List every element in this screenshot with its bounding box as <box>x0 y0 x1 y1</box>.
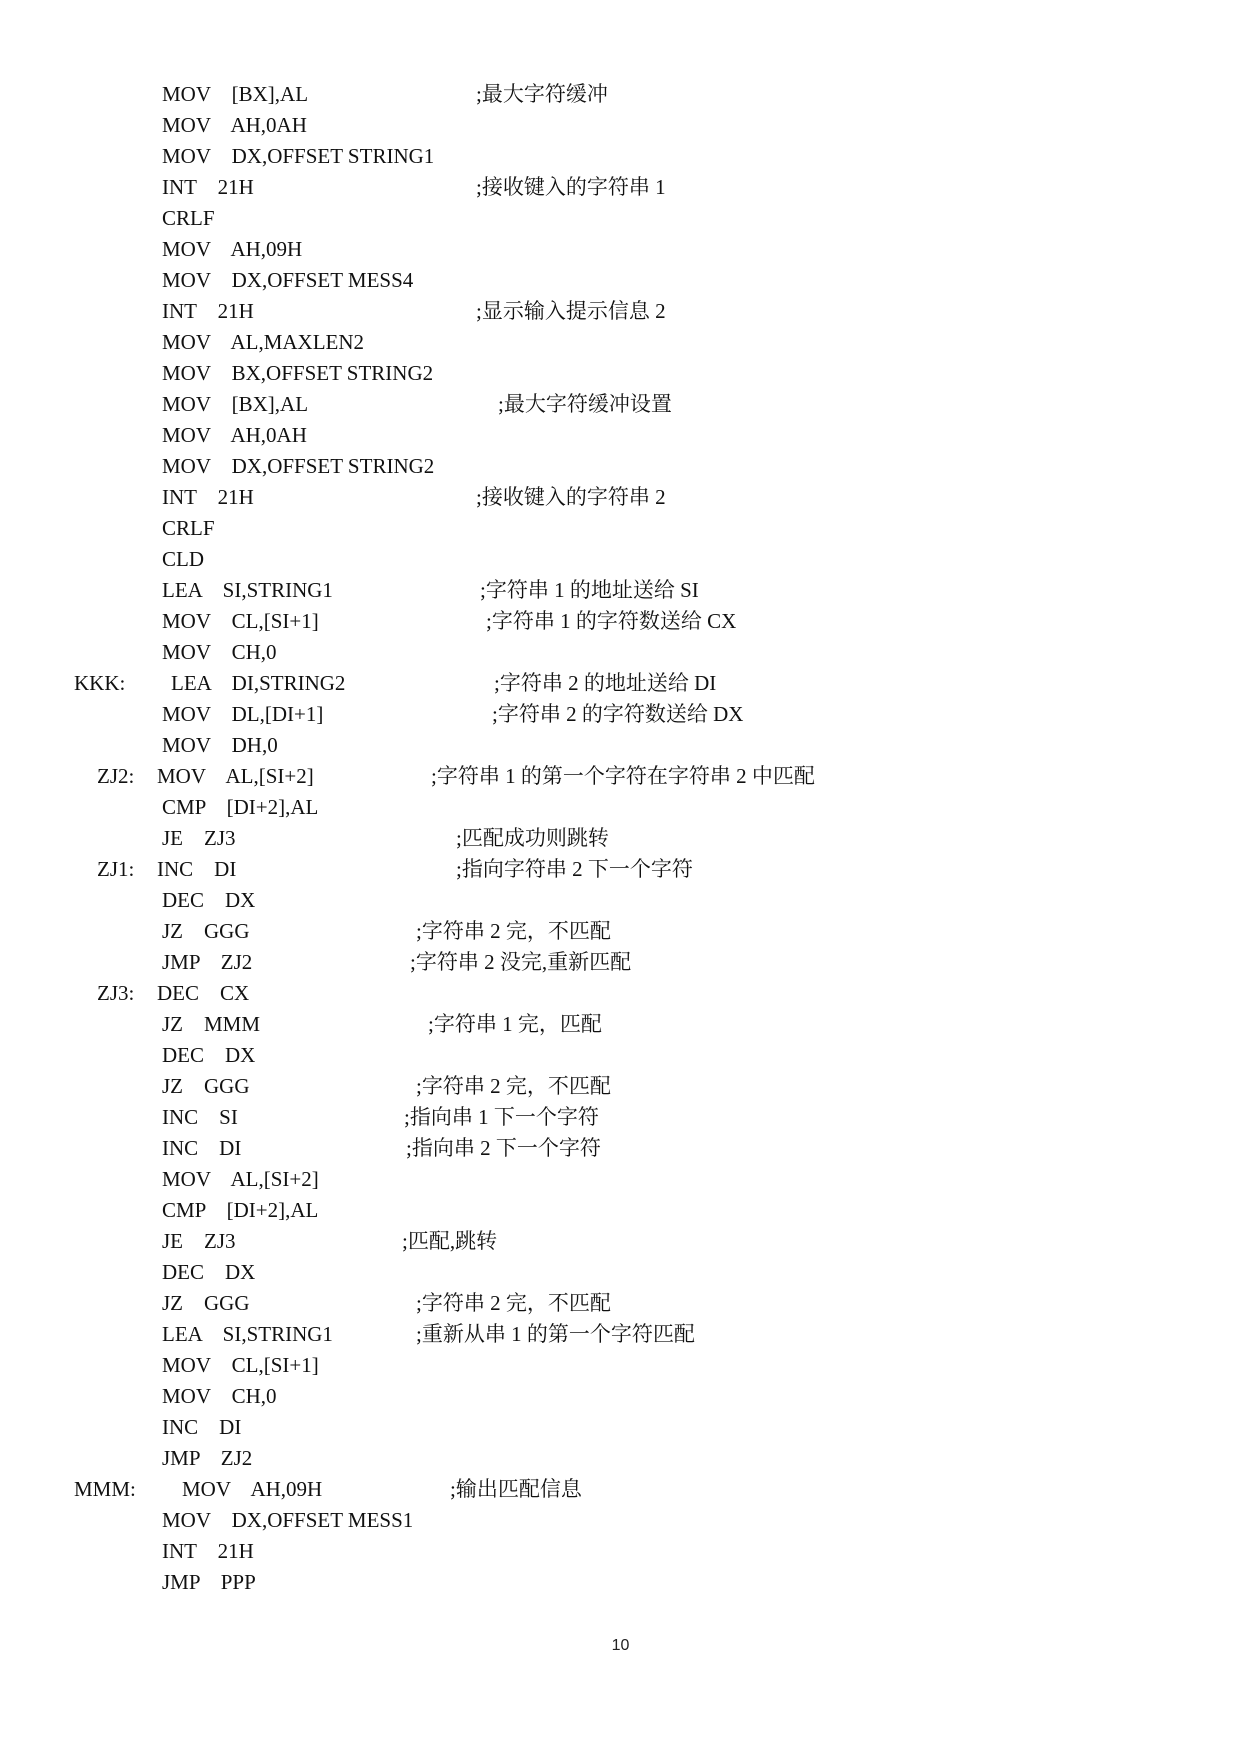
code-instruction: INT 21H <box>162 485 254 509</box>
code-line <box>0 1257 1000 1288</box>
code-comment: ;指向串 2 下一个字符 <box>406 1136 601 1160</box>
code-instruction: MOV DX,OFFSET STRING1 <box>162 144 435 168</box>
code-instruction: MOV CH,0 <box>162 640 277 664</box>
code-instruction: INC SI <box>162 1105 238 1129</box>
code-line <box>0 916 1000 947</box>
code-instruction: MOV [BX],AL <box>162 392 309 416</box>
code-label: ZJ1: <box>97 857 135 881</box>
code-comment: ;字符串 2 的地址送给 DI <box>494 671 717 695</box>
code-line <box>0 141 1000 172</box>
code-instruction: MOV AH,09H <box>182 1477 323 1501</box>
code-instruction: MOV DX,OFFSET MESS4 <box>162 268 414 292</box>
code-line <box>0 389 1000 420</box>
code-line <box>0 1381 1000 1412</box>
code-instruction: INT 21H <box>162 1539 254 1563</box>
code-instruction: MOV AH,0AH <box>162 423 307 447</box>
code-instruction: CMP [DI+2],AL <box>162 1198 319 1222</box>
code-instruction: INC DI <box>162 1136 242 1160</box>
code-instruction: MOV DH,0 <box>162 733 278 757</box>
code-line <box>0 947 1000 978</box>
code-line <box>0 606 1000 637</box>
code-line <box>0 1443 1000 1474</box>
code-comment: ;字符串 1 的地址送给 SI <box>480 578 699 602</box>
code-instruction: JE ZJ3 <box>162 1229 236 1253</box>
code-line <box>0 1288 1000 1319</box>
code-line <box>0 1505 1000 1536</box>
code-instruction: DEC DX <box>162 888 256 912</box>
code-instruction: DEC CX <box>157 981 250 1005</box>
code-comment: ;字符串 2 完，不匹配 <box>416 1291 611 1315</box>
code-comment: ;字符串 2 完，不匹配 <box>416 919 611 943</box>
code-line <box>0 1164 1000 1195</box>
code-instruction: CRLF <box>162 206 215 230</box>
code-line <box>0 234 1000 265</box>
code-line <box>0 1009 1000 1040</box>
code-instruction: JE ZJ3 <box>162 826 236 850</box>
code-instruction: MOV DX,OFFSET MESS1 <box>162 1508 414 1532</box>
code-comment: ;字符串 2 完，不匹配 <box>416 1074 611 1098</box>
code-comment: ;重新从串 1 的第一个字符匹配 <box>416 1322 695 1346</box>
code-comment: ;匹配,跳转 <box>402 1229 498 1253</box>
code-instruction: LEA SI,STRING1 <box>162 1322 333 1346</box>
code-line <box>0 730 1000 761</box>
code-instruction: INT 21H <box>162 175 254 199</box>
code-instruction: INC DI <box>157 857 237 881</box>
code-instruction: MOV [BX],AL <box>162 82 309 106</box>
code-comment: ;字符串 1 完，匹配 <box>428 1012 602 1036</box>
code-label: KKK: <box>74 671 126 695</box>
code-instruction: MOV CL,[SI+1] <box>162 609 319 633</box>
code-line <box>0 699 1000 730</box>
code-instruction: MOV BX,OFFSET STRING2 <box>162 361 434 385</box>
code-line <box>0 978 1000 1009</box>
code-line <box>0 327 1000 358</box>
code-line <box>0 668 1000 699</box>
code-comment: ;输出匹配信息 <box>450 1477 582 1501</box>
code-line <box>0 885 1000 916</box>
code-line <box>0 1102 1000 1133</box>
code-line <box>0 1412 1000 1443</box>
code-instruction: LEA DI,STRING2 <box>171 671 346 695</box>
code-label: ZJ2: <box>97 764 135 788</box>
code-comment: ;字符串 1 的字符数送给 CX <box>486 609 737 633</box>
code-instruction: MOV AL,[SI+2] <box>162 1167 319 1191</box>
code-instruction: CRLF <box>162 516 215 540</box>
code-line <box>0 792 1000 823</box>
code-line <box>0 110 1000 141</box>
code-line <box>0 358 1000 389</box>
code-instruction: CMP [DI+2],AL <box>162 795 319 819</box>
code-line <box>0 172 1000 203</box>
code-comment: ;字符串 2 没完,重新匹配 <box>410 950 632 974</box>
code-line <box>0 1133 1000 1164</box>
code-line <box>0 1226 1000 1257</box>
code-instruction: MOV DX,OFFSET STRING2 <box>162 454 435 478</box>
code-line <box>0 1536 1000 1567</box>
page-number: 10 <box>611 1637 630 1654</box>
code-instruction: MOV AL,MAXLEN2 <box>162 330 365 354</box>
code-line <box>0 420 1000 451</box>
code-instruction: JZ GGG <box>162 1291 250 1315</box>
code-comment: ;接收键入的字符串 2 <box>476 485 666 509</box>
code-instruction: MOV AL,[SI+2] <box>157 764 314 788</box>
code-instruction: JMP ZJ2 <box>162 950 253 974</box>
code-comment: ;匹配成功则跳转 <box>456 826 609 850</box>
code-line <box>0 451 1000 482</box>
code-instruction: MOV AH,09H <box>162 237 303 261</box>
code-instruction: JZ MMM <box>162 1012 261 1036</box>
code-line <box>0 1195 1000 1226</box>
code-instruction: INC DI <box>162 1415 242 1439</box>
code-line <box>0 761 1000 792</box>
code-line <box>0 203 1000 234</box>
code-instruction: DEC DX <box>162 1260 256 1284</box>
code-instruction: JMP ZJ2 <box>162 1446 253 1470</box>
code-instruction: MOV CH,0 <box>162 1384 277 1408</box>
code-instruction: JZ GGG <box>162 1074 250 1098</box>
code-line <box>0 1040 1000 1071</box>
code-line <box>0 854 1000 885</box>
code-comment: ;最大字符缓冲 <box>476 82 608 106</box>
code-instruction: MOV CL,[SI+1] <box>162 1353 319 1377</box>
code-line <box>0 544 1000 575</box>
code-comment: ;指向字符串 2 下一个字符 <box>456 857 693 881</box>
code-comment: ;字符串 2 的字符数送给 DX <box>492 702 744 726</box>
code-instruction: JZ GGG <box>162 919 250 943</box>
code-comment: ;显示输入提示信息 2 <box>476 299 666 323</box>
code-line <box>0 637 1000 668</box>
code-line <box>0 823 1000 854</box>
code-line <box>0 1474 1000 1505</box>
code-line <box>0 1567 1000 1598</box>
code-line <box>0 265 1000 296</box>
code-line <box>0 1071 1000 1102</box>
code-comment: ;指向串 1 下一个字符 <box>404 1105 599 1129</box>
code-line <box>0 296 1000 327</box>
code-line <box>0 513 1000 544</box>
code-comment: ;最大字符缓冲设置 <box>498 392 672 416</box>
code-instruction: MOV AH,0AH <box>162 113 307 137</box>
code-line <box>0 482 1000 513</box>
code-instruction: CLD <box>162 547 204 571</box>
code-label: ZJ3: <box>97 981 135 1005</box>
code-line <box>0 1319 1000 1350</box>
code-instruction: JMP PPP <box>162 1570 256 1594</box>
code-instruction: DEC DX <box>162 1043 256 1067</box>
code-line <box>0 79 1000 110</box>
code-label: MMM: <box>74 1477 136 1501</box>
code-instruction: LEA SI,STRING1 <box>162 578 333 602</box>
code-instruction: MOV DL,[DI+1] <box>162 702 324 726</box>
code-line <box>0 575 1000 606</box>
code-line <box>0 1350 1000 1381</box>
code-comment: ;接收键入的字符串 1 <box>476 175 666 199</box>
code-instruction: INT 21H <box>162 299 254 323</box>
code-comment: ;字符串 1 的第一个字符在字符串 2 中匹配 <box>431 764 815 788</box>
